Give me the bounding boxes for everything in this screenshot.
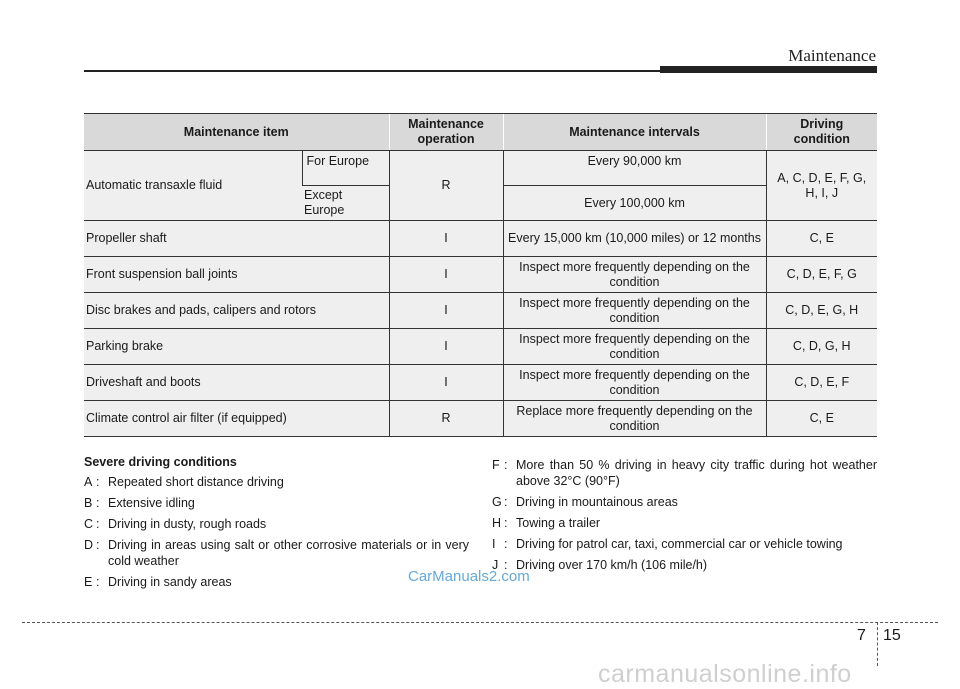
table-row bbox=[84, 151, 877, 186]
section-title: Maintenance bbox=[788, 46, 876, 65]
condition-text: Towing a trailer bbox=[516, 516, 601, 530]
row-operation: R bbox=[389, 401, 503, 437]
condition-separator: : bbox=[504, 458, 508, 472]
row-item: Propeller shaft bbox=[84, 221, 389, 257]
row-item: Climate control air filter (if equipped) bbox=[84, 401, 389, 437]
row-interval: Inspect more frequently depending on the condition bbox=[503, 329, 766, 365]
condition-text: Extensive idling bbox=[108, 496, 195, 510]
condition-key: I bbox=[492, 537, 496, 551]
condition-separator: : bbox=[96, 475, 100, 489]
condition-separator: : bbox=[504, 537, 508, 551]
condition-item bbox=[84, 537, 469, 569]
condition-text: Driving in areas using salt or other corrosive materials or in very cold weather bbox=[108, 538, 469, 568]
condition-separator: : bbox=[96, 517, 100, 531]
atf-condition: A, C, D, E, F, G, H, I, J bbox=[766, 151, 877, 221]
footer-divider bbox=[22, 622, 938, 623]
condition-item bbox=[84, 474, 469, 490]
condition-separator: : bbox=[96, 538, 100, 552]
condition-key: B bbox=[84, 496, 93, 510]
severe-conditions-title: Severe driving conditions bbox=[84, 455, 237, 469]
condition-text: More than 50 % driving in heavy city traffic during hot weather above 32°C (90°F) bbox=[516, 458, 877, 488]
severe-right-column bbox=[492, 457, 877, 595]
table-row bbox=[84, 401, 877, 437]
condition-key: H bbox=[492, 516, 502, 530]
page-number: 15 bbox=[883, 627, 901, 644]
atf-operation: R bbox=[389, 151, 503, 221]
row-item: Driveshaft and boots bbox=[84, 365, 389, 401]
table-row bbox=[84, 221, 877, 257]
atf-sub-europe: For Europe bbox=[302, 151, 389, 186]
condition-text: Driving over 170 km/h (106 mile/h) bbox=[516, 558, 708, 572]
row-operation: I bbox=[389, 329, 503, 365]
condition-item bbox=[84, 516, 469, 532]
condition-key: J bbox=[492, 558, 499, 572]
condition-item bbox=[492, 557, 877, 573]
row-interval: Replace more frequently depending on the condition bbox=[503, 401, 766, 437]
row-condition: C, E bbox=[766, 221, 877, 257]
header-maintenance-operation: Maintenance operation bbox=[389, 114, 503, 151]
header-rule-accent bbox=[660, 66, 877, 73]
condition-text: Driving for patrol car, taxi, commercial car or vehicle towing bbox=[516, 537, 843, 551]
condition-item bbox=[84, 495, 469, 511]
row-condition: C, D, E, F bbox=[766, 365, 877, 401]
condition-separator: : bbox=[504, 516, 508, 530]
row-condition: C, E bbox=[766, 401, 877, 437]
row-condition: C, D, E, F, G bbox=[766, 257, 877, 293]
atf-interval-except-europe: Every 100,000 km bbox=[503, 186, 766, 221]
row-item: Disc brakes and pads, calipers and rotors bbox=[84, 293, 389, 329]
atf-item: Automatic transaxle fluid bbox=[84, 151, 302, 221]
condition-text: Driving in dusty, rough roads bbox=[108, 517, 267, 531]
condition-separator: : bbox=[504, 495, 508, 509]
row-condition: C, D, E, G, H bbox=[766, 293, 877, 329]
row-operation: I bbox=[389, 221, 503, 257]
maintenance-table bbox=[84, 113, 877, 437]
row-interval: Inspect more frequently depending on the condition bbox=[503, 293, 766, 329]
row-item: Front suspension ball joints bbox=[84, 257, 389, 293]
row-interval: Inspect more frequently depending on the condition bbox=[503, 365, 766, 401]
table-row bbox=[84, 293, 877, 329]
condition-key: C bbox=[84, 517, 94, 531]
condition-item bbox=[492, 457, 877, 489]
condition-key: D bbox=[84, 538, 94, 552]
condition-key: A bbox=[84, 475, 93, 489]
condition-text: Driving in sandy areas bbox=[108, 575, 232, 589]
condition-key: F bbox=[492, 458, 500, 472]
row-interval: Inspect more frequently depending on the condition bbox=[503, 257, 766, 293]
watermark: CarManuals2.com bbox=[408, 568, 530, 585]
header-rule bbox=[84, 70, 664, 72]
condition-separator: : bbox=[504, 558, 508, 572]
header-maintenance-intervals: Maintenance intervals bbox=[503, 114, 766, 151]
condition-separator: : bbox=[96, 496, 100, 510]
table-header-row bbox=[84, 114, 877, 151]
header-maintenance-item: Maintenance item bbox=[84, 114, 389, 151]
chapter-number: 7 bbox=[857, 627, 866, 644]
row-operation: I bbox=[389, 365, 503, 401]
condition-text: Driving in mountainous areas bbox=[516, 495, 678, 509]
condition-item bbox=[492, 536, 877, 552]
row-operation: I bbox=[389, 293, 503, 329]
condition-key: E bbox=[84, 575, 93, 589]
table-row bbox=[84, 257, 877, 293]
condition-separator: : bbox=[96, 575, 100, 589]
footer-watermark: carmanualsonline.info bbox=[598, 660, 852, 688]
row-interval: Every 15,000 km (10,000 miles) or 12 months bbox=[503, 221, 766, 257]
atf-sub-except-europe: Except Europe bbox=[302, 186, 389, 221]
table-row bbox=[84, 365, 877, 401]
condition-text: Repeated short distance driving bbox=[108, 475, 284, 489]
row-item: Parking brake bbox=[84, 329, 389, 365]
page-number-divider bbox=[877, 622, 878, 666]
header-driving-condition: Driving condition bbox=[766, 114, 877, 151]
condition-item bbox=[492, 494, 877, 510]
table-row bbox=[84, 329, 877, 365]
row-operation: I bbox=[389, 257, 503, 293]
condition-key: G bbox=[492, 495, 502, 509]
condition-item bbox=[492, 515, 877, 531]
atf-interval-europe: Every 90,000 km bbox=[503, 151, 766, 186]
row-condition: C, D, G, H bbox=[766, 329, 877, 365]
